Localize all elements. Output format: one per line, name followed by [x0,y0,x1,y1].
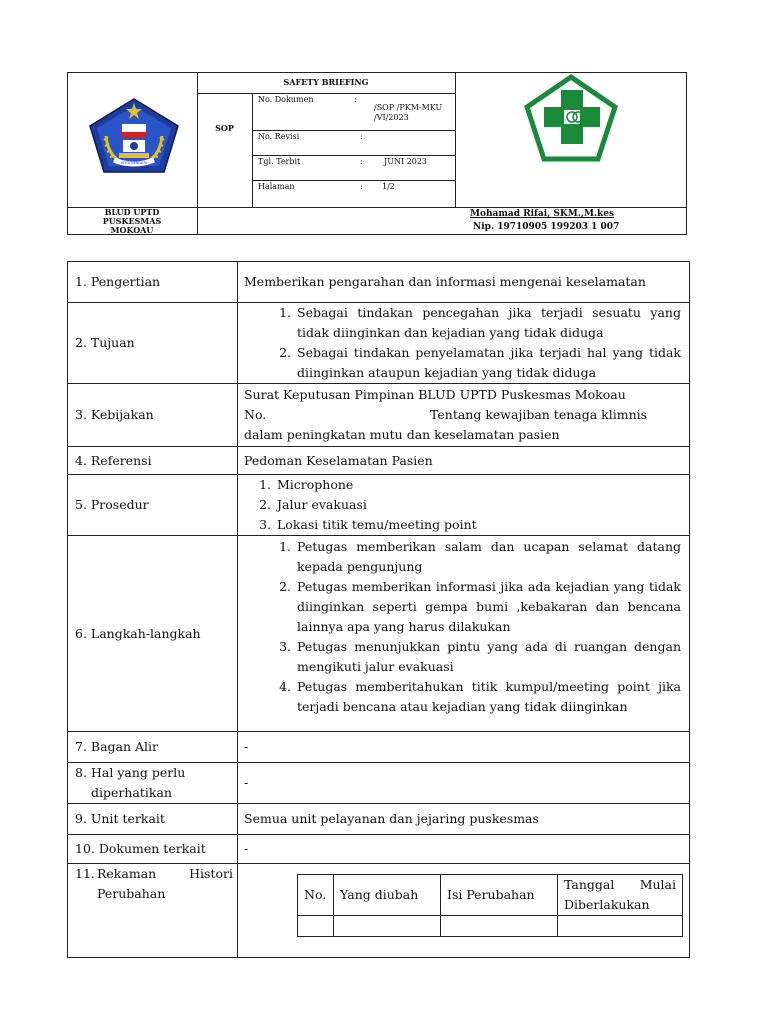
table-row [298,875,683,916]
row-value: - [238,763,690,804]
list-item: 1. Petugas memberikan salam dan ucapan selamat datang kepada pengunjung [295,537,681,577]
purpose-list [244,303,681,383]
page-colon: : [360,182,363,191]
list-item: 2. Jalur evakuasi [275,495,681,515]
policy-line: Surat Keputusan Pimpinan BLUD UPTD Puskesmas Mokoau [244,387,626,402]
history-header: Isi Perubahan [441,875,558,916]
divider [252,130,455,131]
signer-name: Mohamad Rifai, SKM.,M.kes [470,209,615,219]
table-row [68,475,690,536]
divider [455,72,456,207]
row-value: Pedoman Keselamatan Pasien [238,447,690,475]
logo-caption: KOTA KENDARI [121,161,147,165]
puskesmas-logo-icon [522,74,620,162]
history-cell [334,916,441,937]
row-label-number: 8. [75,765,87,780]
row-label: 7. Bagan Alir [68,732,238,763]
history-cell [558,916,683,937]
row-label: 1. Pengertian [68,262,238,303]
table-row [68,303,690,384]
divider [197,72,198,235]
regional-emblem-icon [86,96,182,176]
doc-number-label: No. Dokumen [258,95,314,104]
table-row [68,804,690,835]
list-item: 3. Lokasi titik temu/meeting point [275,515,681,535]
row-label: 6. Langkah-langkah [68,536,238,732]
table-row [68,536,690,732]
list-item: 2. Petugas memberikan informasi jika ada kejadian yang tidak diinginkan seperti gempa bumi ,kebakaran dan bencana lainnya apa yang harus dilakukan [295,577,681,637]
revision-label: No. Revisi [258,132,300,141]
history-cell [298,916,334,937]
row-value: Semua unit pelayanan dan jejaring puskesmas [238,804,690,835]
revision-colon: : [360,132,363,141]
list-item: 4. Petugas memberitahukan titik kumpul/meeting point jika terjadi bencana atau kejadian yang tidak diinginkan [295,677,681,717]
history-table [297,874,683,937]
signer-nip: Nip. 19710905 199203 1 007 [473,222,620,232]
issue-date-colon: : [360,157,363,166]
steps-list [244,537,681,717]
divider [252,93,253,207]
history-header: Yang diubah [334,875,441,916]
list-item: 1. Sebagai tindakan pencegahan jika terjadi sesuatu yang tidak diinginkan dan kejadian yang tidak diduga [295,303,681,343]
row-label: Hal yang perlu diperhatikan [91,765,186,800]
issue-date-label: Tgl. Terbit [258,157,301,166]
issue-date-value: JUNI 2023 [384,157,428,166]
page-value: 1/2 [382,182,395,191]
row-label: 4. Referensi [68,447,238,475]
row-label: 5. Prosedur [68,475,238,536]
divider [252,155,455,156]
divider [252,180,455,181]
list-item: 3. Petugas menunjukkan pintu yang ada di ruangan dengan mengikuti jalur evakuasi [295,637,681,677]
table-row [68,835,690,864]
row-value: - [238,835,690,864]
doc-number-value: /SOP /PKM-MKU /VI/2023 [374,103,443,122]
row-value: Memberikan pengarahan dan informasi mengenai keselamatan [238,262,690,303]
policy-number-label: No. [244,407,267,422]
doc-number-colon: : [354,95,357,104]
org-name: BLUD UPTD PUSKESMAS MOKOAU [102,207,162,235]
sop-title: SAFETY BRIEFING [283,77,369,87]
table-row [68,262,690,303]
row-label: Rekaman Histori Perubahan [97,866,233,901]
history-header: No. [298,875,334,916]
sop-content-table [67,261,690,958]
row-label-number: 11. [75,866,95,881]
procedure-list [244,475,681,535]
divider [197,93,455,94]
table-row [68,384,690,447]
row-label: 10. Dokumen terkait [68,835,238,864]
row-label: 9. Unit terkait [68,804,238,835]
page-label: Halaman [258,182,295,191]
history-header: Tanggal Mulai Diberlakukan [558,875,683,916]
table-row [298,916,683,937]
row-label: 2. Tujuan [68,303,238,384]
row-value: - [238,732,690,763]
row-label: 3. Kebijakan [68,384,238,447]
sop-label: SOP [215,123,234,133]
list-item: 2. Sebagai tindakan penyelamatan jika terjadi hal yang tidak diinginkan ataupun kejadian yang tidak diduga [295,343,681,383]
policy-line: dalam peningkatan mutu dan keselamatan pasien [244,427,560,442]
table-row [68,763,690,804]
policy-subject: Tentang kewajiban tenaga klimnis [430,407,648,422]
history-cell [441,916,558,937]
table-row [68,732,690,763]
list-item: 1. Microphone [275,475,681,495]
table-row [68,447,690,475]
